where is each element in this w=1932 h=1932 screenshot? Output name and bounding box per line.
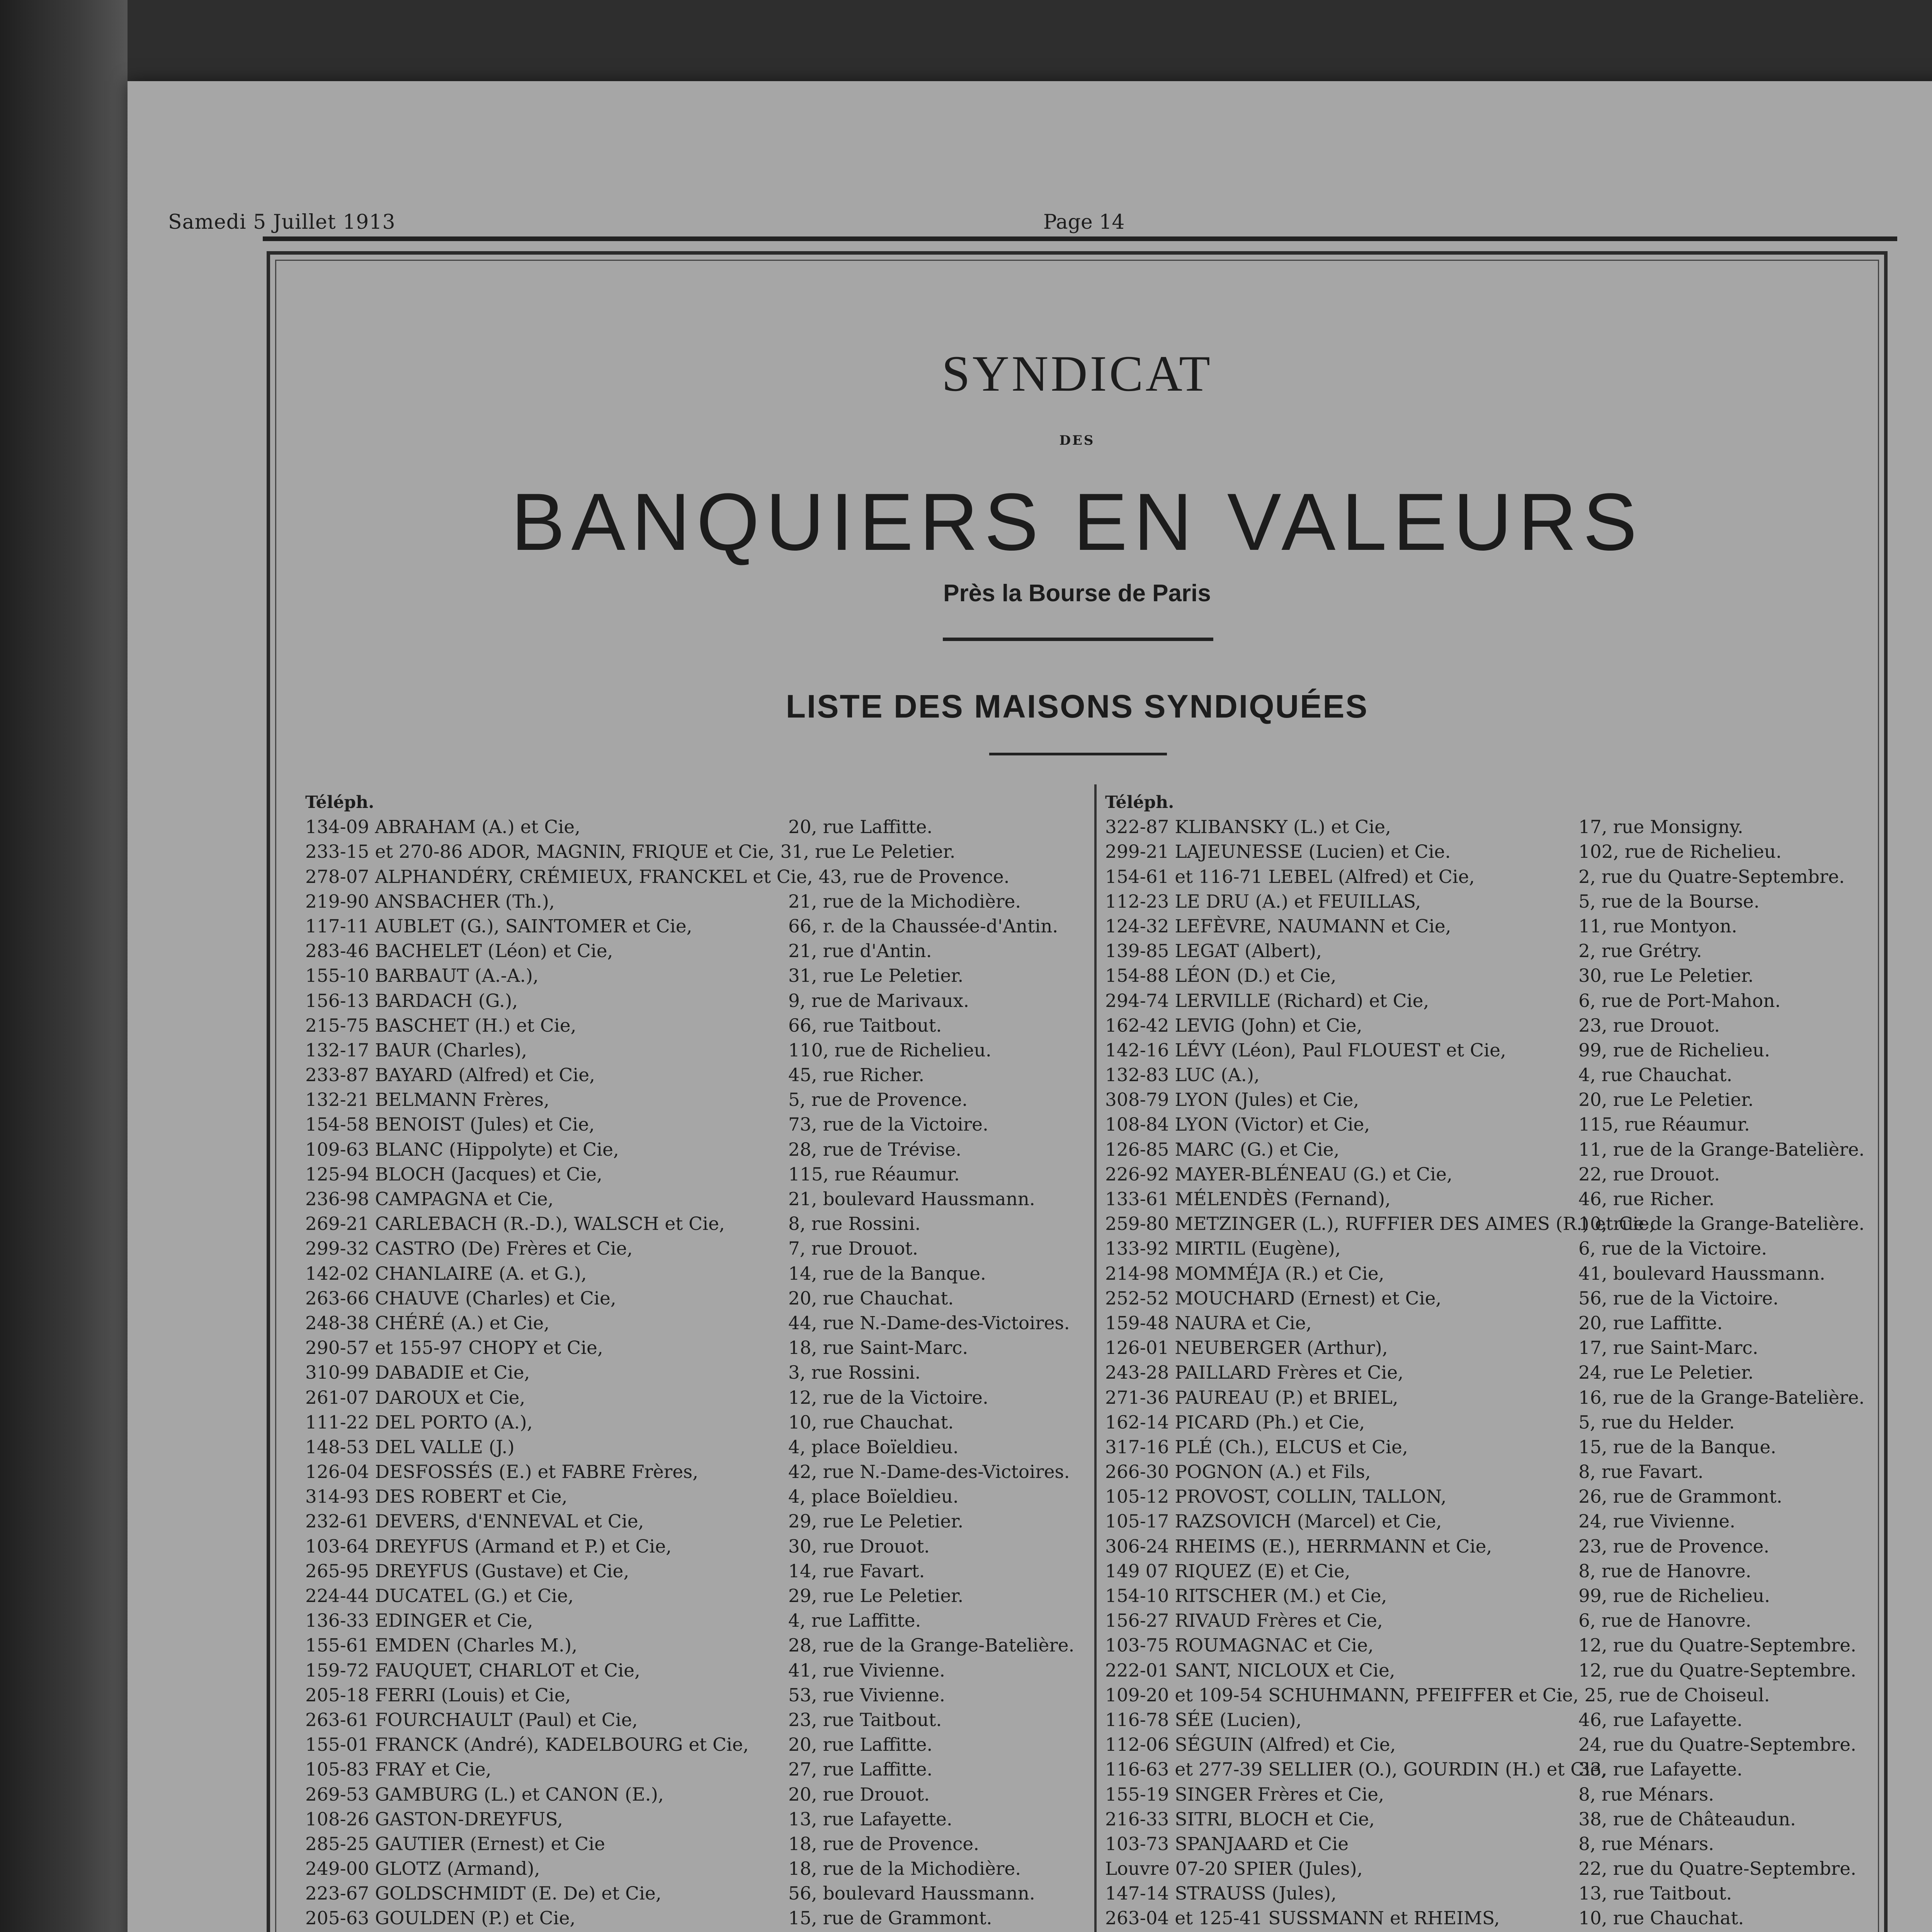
member-address: 18, rue de Provence. (788, 1833, 980, 1855)
list-item (1105, 1509, 1878, 1534)
list-item (1105, 1262, 1878, 1286)
member-name: 265-95 DREYFUS (Gustave) et Cie, (305, 1560, 629, 1582)
member-address: 9, rue de Marivaux. (788, 990, 969, 1012)
list-item (305, 1286, 1090, 1311)
member-name: 133-92 MIRTIL (Eugène), (1105, 1238, 1341, 1260)
list-item (305, 1832, 1090, 1857)
member-address: 73, rue de la Victoire. (788, 1114, 988, 1136)
member-name: 299-21 LAJEUNESSE (Lucien) et Cie. (1105, 841, 1451, 863)
member-address: 12, rue du Quatre-Septembre. (1578, 1635, 1857, 1656)
tel-column-header: Téléph. (305, 793, 374, 812)
list-item (305, 1038, 1090, 1063)
list-item (1105, 1857, 1878, 1881)
member-address: 14, rue Favart. (788, 1560, 925, 1582)
list-item (305, 1212, 1090, 1236)
member-address: 18, rue de la Michodière. (788, 1858, 1021, 1880)
list-item (1105, 914, 1878, 939)
subtitle-bourse: Près la Bourse de Paris (943, 580, 1211, 607)
list-item (305, 1435, 1090, 1460)
list-item (305, 1857, 1090, 1881)
member-address: 6, rue de Port-Mahon. (1578, 990, 1781, 1012)
title-rule (943, 638, 1213, 641)
member-address: 29, rue Le Peletier. (788, 1585, 964, 1607)
member-address: 17, rue Monsigny. (1578, 816, 1743, 838)
member-name: 155-01 FRANCK (André), KADELBOURG et Cie, (305, 1734, 749, 1756)
member-name: 248-38 CHÉRÉ (A.) et Cie, (305, 1312, 550, 1334)
member-name: 232-61 DEVERS, d'ENNEVAL et Cie, (305, 1511, 644, 1532)
list-item (1105, 865, 1878, 889)
member-name: 159-48 NAURA et Cie, (1105, 1312, 1312, 1334)
member-name: 317-16 PLÉ (Ch.), ELCUS et Cie, (1105, 1436, 1408, 1458)
member-name: 322-87 KLIBANSKY (L.) et Cie, (1105, 816, 1391, 838)
member-name: 226-92 MAYER-BLÉNEAU (G.) et Cie, (1105, 1163, 1452, 1185)
member-address: 24, rue du Quatre-Septembre. (1578, 1734, 1857, 1756)
member-address: 28, rue de la Grange-Batelière. (788, 1635, 1075, 1656)
member-name: 126-85 MARC (G.) et Cie, (1105, 1139, 1340, 1160)
member-address: 27, rue Laffitte. (788, 1759, 933, 1781)
list-item (305, 1633, 1090, 1658)
member-name: 139-85 LEGAT (Albert), (1105, 940, 1322, 962)
list-item (1105, 1559, 1878, 1584)
member-name: 108-84 LYON (Victor) et Cie, (1105, 1114, 1370, 1136)
list-item (305, 1112, 1090, 1137)
member-address: 14, rue de la Banque. (788, 1263, 986, 1284)
member-name: 147-14 STRAUSS (Jules), (1105, 1883, 1337, 1905)
list-item (305, 1509, 1090, 1534)
list-item (305, 1361, 1090, 1385)
member-name: 162-42 LEVIG (John) et Cie, (1105, 1015, 1362, 1036)
member-name: 111-22 DEL PORTO (A.), (305, 1412, 533, 1433)
list-item (305, 914, 1090, 939)
list-item (305, 1262, 1090, 1286)
list-item (1105, 1088, 1878, 1112)
member-address: 10, rue Chauchat. (1578, 1908, 1744, 1929)
member-address: 6, rue de Hanovre. (1578, 1610, 1752, 1632)
list-item (1105, 1757, 1878, 1782)
member-address: 7, rue Drouot. (788, 1238, 918, 1260)
list-item (305, 939, 1090, 964)
list-item (305, 1807, 1090, 1832)
member-name: 155-19 SINGER Frères et Cie, (1105, 1784, 1384, 1805)
member-name: 126-04 DESFOSSÉS (E.) et FABRE Frères, (305, 1461, 699, 1483)
member-address: 41, rue Vivienne. (788, 1660, 946, 1681)
list-item (1105, 1361, 1878, 1385)
list-item (305, 1485, 1090, 1509)
list-item (305, 889, 1090, 914)
member-address: 21, boulevard Haussmann. (788, 1189, 1035, 1210)
list-item (305, 1584, 1090, 1609)
member-address: 13, rue Taitbout. (1578, 1883, 1732, 1905)
member-address: 29, rue Le Peletier. (788, 1511, 964, 1532)
list-item (305, 1683, 1090, 1708)
syndicat-heading: SYNDICAT (942, 345, 1213, 402)
list-item (1105, 1485, 1878, 1509)
list-item (1105, 1584, 1878, 1609)
member-name: 132-17 BAUR (Charles), (305, 1039, 527, 1061)
member-name: 314-93 DES ROBERT et Cie, (305, 1486, 568, 1508)
member-address: 99, rue de Richelieu. (1578, 1585, 1770, 1607)
member-address: 41, boulevard Haussmann. (1578, 1263, 1825, 1284)
member-address: 8, rue Favart. (1578, 1461, 1704, 1483)
list-item (305, 865, 1090, 889)
member-name: 156-13 BARDACH (G.), (305, 990, 518, 1012)
list-item (1105, 1435, 1878, 1460)
member-name: 310-99 DABADIE et Cie, (305, 1362, 530, 1384)
member-address: 12, rue de la Victoire. (788, 1387, 988, 1408)
member-name: 216-33 SITRI, BLOCH et Cie, (1105, 1808, 1375, 1830)
member-address: 33, rue Lafayette. (1578, 1759, 1743, 1781)
list-item (1105, 1609, 1878, 1633)
column-divider (1094, 784, 1097, 1932)
member-address: 15, rue de la Banque. (1578, 1436, 1776, 1458)
member-name: 105-83 FRAY et Cie, (305, 1759, 492, 1781)
member-name: 263-61 FOURCHAULT (Paul) et Cie, (305, 1709, 638, 1731)
member-address: 28, rue de Trévise. (788, 1139, 962, 1160)
list-item (305, 1460, 1090, 1485)
list-item (305, 1757, 1090, 1782)
member-list-left (305, 790, 1090, 1932)
member-name: 252-52 MOUCHARD (Ernest) et Cie, (1105, 1287, 1442, 1309)
member-name: 112-06 SÉGUIN (Alfred) et Cie, (1105, 1734, 1396, 1756)
list-item (1105, 1162, 1878, 1187)
list-item (305, 1609, 1090, 1633)
scan-left-margin (0, 0, 128, 1932)
member-address: 42, rue N.-Dame-des-Victoires. (788, 1461, 1070, 1483)
member-address: 30, rue Drouot. (788, 1536, 930, 1557)
member-address: 20, rue Laffitte. (1578, 1312, 1723, 1334)
member-address: 24, rue Le Peletier. (1578, 1362, 1754, 1384)
list-item (1105, 1460, 1878, 1485)
member-name: 249-00 GLOTZ (Armand), (305, 1858, 540, 1880)
member-name: 159-72 FAUQUET, CHARLOT et Cie, (305, 1660, 640, 1681)
member-address: 17, rue Saint-Marc. (1578, 1337, 1759, 1359)
member-address: 5, rue de Provence. (788, 1089, 968, 1111)
list-item (1105, 1386, 1878, 1410)
member-address: 11, rue Montyon. (1578, 915, 1737, 937)
member-address: 115, rue Réaumur. (788, 1163, 960, 1185)
member-list-right (1105, 790, 1878, 1932)
list-item (1105, 1906, 1878, 1931)
member-name: 142-16 LÉVY (Léon), Paul FLOUEST et Cie, (1105, 1039, 1506, 1061)
member-name: 214-98 MOMMÉJA (R.) et Cie, (1105, 1263, 1384, 1284)
member-address: 20, rue Laffitte. (788, 816, 933, 838)
member-address: 31, rue Le Peletier. (788, 965, 964, 987)
member-name: 154-61 et 116-71 LEBEL (Alfred) et Cie, (1105, 866, 1475, 888)
member-address: 26, rue de Grammont. (1578, 1486, 1782, 1508)
list-item (1105, 1807, 1878, 1832)
member-name: 269-21 CARLEBACH (R.-D.), WALSCH et Cie, (305, 1213, 725, 1235)
member-name: 294-74 LERVILLE (Richard) et Cie, (1105, 990, 1429, 1012)
page-number: Page 14 (1043, 211, 1125, 234)
member-name: 205-18 FERRI (Louis) et Cie, (305, 1684, 571, 1706)
member-address: 66, rue Taitbout. (788, 1015, 942, 1036)
list-item (305, 1733, 1090, 1757)
list-item (305, 1311, 1090, 1336)
member-address: 8, rue Ménars. (1578, 1784, 1714, 1805)
member-address: 110, rue de Richelieu. (788, 1039, 992, 1061)
member-name: 233-87 BAYARD (Alfred) et Cie, (305, 1065, 595, 1086)
list-item (1105, 1881, 1878, 1906)
member-name: 285-25 GAUTIER (Ernest) et Cie (305, 1833, 605, 1855)
member-address: 21, rue d'Antin. (788, 940, 932, 962)
member-name: 269-53 GAMBURG (L.) et CANON (E.), (305, 1784, 664, 1805)
list-item (1105, 1658, 1878, 1683)
member-name: 266-30 POGNON (A.) et Fils, (1105, 1461, 1371, 1483)
member-address: 20, rue Chauchat. (788, 1287, 954, 1309)
member-name: 148-53 DEL VALLE (J.) (305, 1436, 515, 1458)
member-address: 10, rue Chauchat. (788, 1412, 954, 1433)
member-name: Louvre 07-20 SPIER (Jules), (1105, 1858, 1363, 1880)
member-address: 8, rue Rossini. (788, 1213, 921, 1235)
list-item (1105, 1683, 1878, 1708)
member-address: 20, rue Le Peletier. (1578, 1089, 1754, 1111)
list-item (305, 1386, 1090, 1410)
list-item (1105, 1832, 1878, 1857)
member-address: 23, rue Drouot. (1578, 1015, 1720, 1036)
member-name: 133-61 MÉLENDÈS (Fernand), (1105, 1189, 1391, 1210)
member-address: 5, rue de la Bourse. (1578, 891, 1760, 912)
member-address: 23, rue de Provence. (1578, 1536, 1770, 1557)
member-address: 8, rue de Hanovre. (1578, 1560, 1752, 1582)
member-address: 6, rue de la Victoire. (1578, 1238, 1767, 1260)
member-name: 263-66 CHAUVE (Charles) et Cie, (305, 1287, 616, 1309)
member-name: 103-73 SPANJAARD et Cie (1105, 1833, 1349, 1855)
member-name: 278-07 ALPHANDÉRY, CRÉMIEUX, FRANCKEL et Cie, 43, rue de Provence. (305, 866, 1010, 888)
list-item (1105, 815, 1878, 840)
member-address: 46, rue Richer. (1578, 1189, 1715, 1210)
list-item (1105, 1708, 1878, 1733)
member-name: 136-33 EDINGER et Cie, (305, 1610, 533, 1632)
member-name: 142-02 CHANLAIRE (A. et G.), (305, 1263, 587, 1284)
member-name: 149 07 RIQUEZ (E) et Cie, (1105, 1560, 1350, 1582)
list-item (1105, 989, 1878, 1014)
member-name: 233-15 et 270-86 ADOR, MAGNIN, FRIQUE et Cie, 31, rue Le Peletier. (305, 841, 956, 863)
member-address: 99, rue de Richelieu. (1578, 1039, 1770, 1061)
member-name: 162-14 PICARD (Ph.) et Cie, (1105, 1412, 1365, 1433)
member-name: 103-75 ROUMAGNAC et Cie, (1105, 1635, 1374, 1656)
member-name: 134-09 ABRAHAM (A.) et Cie, (305, 816, 581, 838)
list-item (305, 1782, 1090, 1807)
member-address: 22, rue du Quatre-Septembre. (1578, 1858, 1857, 1880)
banquiers-heading: BANQUIERS EN VALEURS (511, 476, 1643, 567)
list-item (305, 1658, 1090, 1683)
member-name: 271-36 PAUREAU (P.) et BRIEL, (1105, 1387, 1398, 1408)
member-name: 215-75 BASCHET (H.) et Cie, (305, 1015, 577, 1036)
member-name: 155-10 BARBAUT (A.-A.), (305, 965, 539, 987)
member-name: 283-46 BACHELET (Léon) et Cie, (305, 940, 613, 962)
liste-rule (989, 753, 1167, 755)
member-address: 4, rue Laffitte. (788, 1610, 921, 1632)
list-item (1105, 1212, 1878, 1236)
des-heading: DES (1059, 433, 1095, 448)
list-item (305, 1138, 1090, 1162)
member-address: 3, rue Rossini. (788, 1362, 921, 1384)
member-name: 117-11 AUBLET (G.), SAINTOMER et Cie, (305, 915, 692, 937)
member-name: 308-79 LYON (Jules) et Cie, (1105, 1089, 1359, 1111)
member-name: 290-57 et 155-97 CHOPY et Cie, (305, 1337, 603, 1359)
member-name: 263-04 et 125-41 SUSSMANN et RHEIMS, (1105, 1908, 1500, 1929)
list-item (305, 1708, 1090, 1733)
list-item (1105, 1311, 1878, 1336)
list-item (1105, 1187, 1878, 1212)
tel-column-header: Téléph. (1105, 793, 1174, 812)
member-address: 23, rue Taitbout. (788, 1709, 942, 1731)
list-item (305, 1162, 1090, 1187)
list-item (305, 1236, 1090, 1261)
list-item (1105, 1782, 1878, 1807)
list-item (305, 1410, 1090, 1435)
member-address: 30, rue Le Peletier. (1578, 965, 1754, 987)
member-address: 8, rue Ménars. (1578, 1833, 1714, 1855)
member-name: 156-27 RIVAUD Frères et Cie, (1105, 1610, 1383, 1632)
member-name: 125-94 BLOCH (Jacques) et Cie, (305, 1163, 602, 1185)
member-name: 223-67 GOLDSCHMIDT (E. De) et Cie, (305, 1883, 662, 1905)
member-name: 124-32 LEFÈVRE, NAUMANN et Cie, (1105, 915, 1451, 937)
member-name: 243-28 PAILLARD Frères et Cie, (1105, 1362, 1404, 1384)
member-name: 126-01 NEUBERGER (Arthur), (1105, 1337, 1388, 1359)
member-name: 155-61 EMDEN (Charles M.), (305, 1635, 578, 1656)
member-address: 20, rue Drouot. (788, 1784, 930, 1805)
member-address: 15, rue de Grammont. (788, 1908, 992, 1929)
member-name: 154-10 RITSCHER (M.) et Cie, (1105, 1585, 1387, 1607)
list-item (1105, 1410, 1878, 1435)
list-item (1105, 1236, 1878, 1261)
list-item (305, 1088, 1090, 1112)
member-address: 5, rue du Helder. (1578, 1412, 1735, 1433)
member-name: 299-32 CASTRO (De) Frères et Cie, (305, 1238, 633, 1260)
member-address: 115, rue Réaumur. (1578, 1114, 1750, 1136)
list-item (1105, 1014, 1878, 1038)
header-rule (263, 236, 1897, 241)
member-address: 21, rue de la Michodière. (788, 891, 1021, 912)
member-address: 16, rue de la Grange-Batelière. (1578, 1387, 1865, 1408)
member-name: 132-21 BELMANN Frères, (305, 1089, 549, 1111)
member-address: 18, rue Saint-Marc. (788, 1337, 968, 1359)
member-name: 154-88 LÉON (D.) et Cie, (1105, 965, 1337, 987)
member-name: 108-26 GASTON-DREYFUS, (305, 1808, 563, 1830)
list-item (305, 964, 1090, 988)
member-name: 105-17 RAZSOVICH (Marcel) et Cie, (1105, 1511, 1442, 1532)
list-item (305, 1336, 1090, 1361)
list-item (305, 815, 1090, 840)
member-address: 45, rue Richer. (788, 1065, 925, 1086)
member-name: 154-58 BENOIST (Jules) et Cie, (305, 1114, 595, 1136)
member-address: 66, r. de la Chaussée-d'Antin. (788, 915, 1058, 937)
member-address: 12, rue du Quatre-Septembre. (1578, 1660, 1857, 1681)
member-name: 105-12 PROVOST, COLLIN, TALLON, (1105, 1486, 1447, 1508)
list-item (305, 1063, 1090, 1088)
member-address: 2, rue Grétry. (1578, 940, 1702, 962)
member-address: 53, rue Vivienne. (788, 1684, 946, 1706)
member-name: 109-63 BLANC (Hippolyte) et Cie, (305, 1139, 619, 1160)
list-item (305, 1534, 1090, 1559)
member-address: 102, rue de Richelieu. (1578, 841, 1782, 863)
member-name: 116-78 SÉE (Lucien), (1105, 1709, 1302, 1731)
member-address: 38, rue de Châteaudun. (1578, 1808, 1796, 1830)
member-name: 259-80 METZINGER (L.), RUFFIER DES AIMES (R.) et Cie, (1105, 1213, 1655, 1235)
member-name: 222-01 SANT, NICLOUX et Cie, (1105, 1660, 1395, 1681)
list-item (1105, 1138, 1878, 1162)
list-item (1105, 1733, 1878, 1757)
member-name: 103-64 DREYFUS (Armand et P.) et Cie, (305, 1536, 672, 1557)
member-address: 4, place Boïeldieu. (788, 1436, 959, 1458)
list-item (305, 1881, 1090, 1906)
member-address: 44, rue N.-Dame-des-Victoires. (788, 1312, 1070, 1334)
member-address: 56, rue de la Victoire. (1578, 1287, 1779, 1309)
list-item (1105, 1286, 1878, 1311)
list-item (1105, 840, 1878, 864)
list-item (1105, 1063, 1878, 1088)
list-item (1105, 1038, 1878, 1063)
member-address: 4, rue Chauchat. (1578, 1065, 1733, 1086)
list-item (1105, 1112, 1878, 1137)
member-name: 219-90 ANSBACHER (Th.), (305, 891, 555, 912)
member-name: 306-24 RHEIMS (E.), HERRMANN et Cie, (1105, 1536, 1492, 1557)
list-item (1105, 1534, 1878, 1559)
member-address: 20, rue Laffitte. (788, 1734, 933, 1756)
member-name: 112-23 LE DRU (A.) et FEUILLAS, (1105, 891, 1421, 912)
member-address: 10, rue de la Grange-Batelière. (1578, 1213, 1865, 1235)
list-item (1105, 1633, 1878, 1658)
list-item (305, 1559, 1090, 1584)
list-item (305, 1906, 1090, 1931)
member-address: 13, rue Lafayette. (788, 1808, 952, 1830)
member-name: 109-20 et 109-54 SCHUHMANN, PFEIFFER et Cie, 25, rue de Choiseul. (1105, 1684, 1770, 1706)
list-item (1105, 889, 1878, 914)
list-item (1105, 939, 1878, 964)
member-address: 4, place Boïeldieu. (788, 1486, 959, 1508)
member-name: 132-83 LUC (A.), (1105, 1065, 1260, 1086)
page-date: Samedi 5 Juillet 1913 (168, 211, 396, 234)
member-address: 24, rue Vivienne. (1578, 1511, 1736, 1532)
member-name: 261-07 DAROUX et Cie, (305, 1387, 526, 1408)
member-address: 46, rue Lafayette. (1578, 1709, 1743, 1731)
member-name: 224-44 DUCATEL (G.) et Cie, (305, 1585, 574, 1607)
member-name: 236-98 CAMPAGNA et Cie, (305, 1189, 554, 1210)
list-item (1105, 1336, 1878, 1361)
member-address: 56, boulevard Haussmann. (788, 1883, 1035, 1905)
list-item (305, 1014, 1090, 1038)
list-item (305, 1187, 1090, 1212)
list-item (305, 840, 1090, 864)
member-address: 11, rue de la Grange-Batelière. (1578, 1139, 1865, 1160)
member-name: 205-63 GOULDEN (P.) et Cie, (305, 1908, 576, 1929)
member-address: 2, rue du Quatre-Septembre. (1578, 866, 1845, 888)
member-name: 116-63 et 277-39 SELLIER (O.), GOURDIN (H.) et Cie, (1105, 1759, 1607, 1781)
member-address: 22, rue Drouot. (1578, 1163, 1720, 1185)
list-item (1105, 964, 1878, 988)
liste-heading: LISTE DES MAISONS SYNDIQUÉES (786, 688, 1369, 724)
list-item (305, 989, 1090, 1014)
